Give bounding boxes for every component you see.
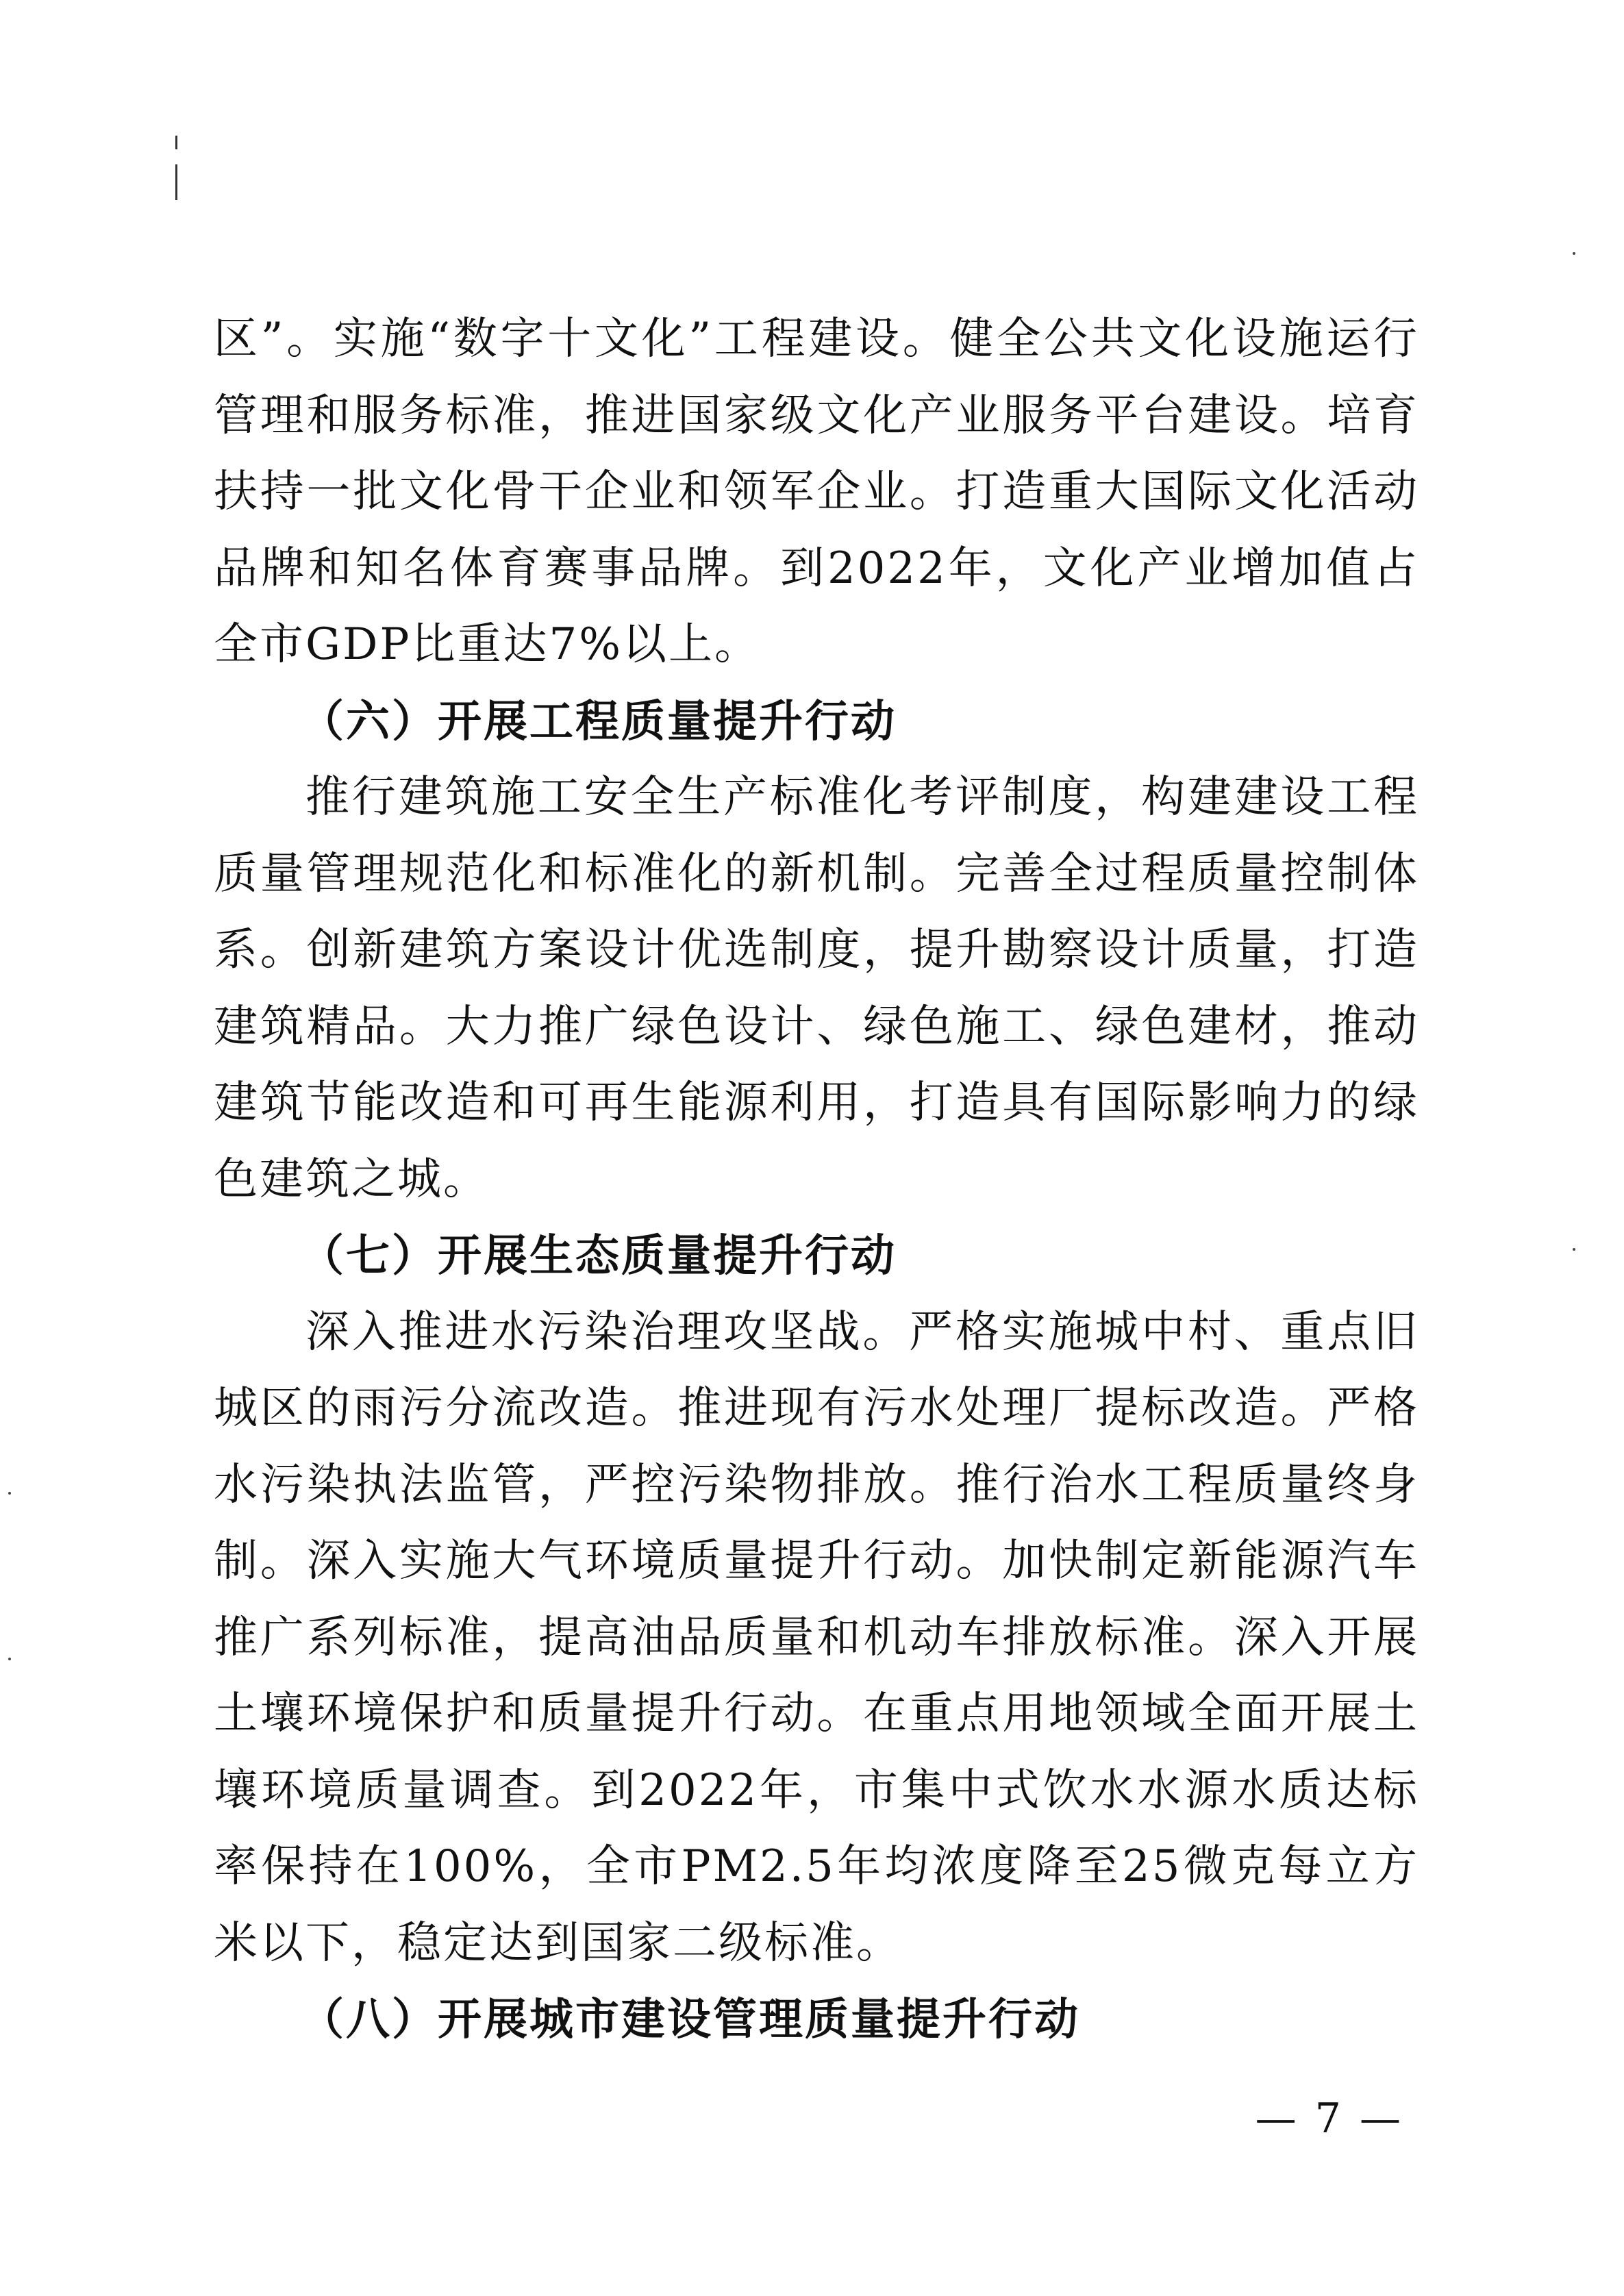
body-text [214,301,1419,2058]
scan-speck [8,1658,11,1660]
paragraph-ecology-quality: 深入推进水污染治理攻坚战。严格实施城中村、重点旧城区的雨污分流改造。推进现有污水处理厂提标改造。严格水污染执法监管，严控污染物排放。推行治水工程质量终身制。深入实施大气环境质量提升行动。加快制定新能源汽车推广系列标准，提高油品质量和机动车排放标准。深入开展土壤环境保护和质量提升行动。在重点用地领域全面开展土壤环境质量调查。到2022年，市集中式饮水水源水质达标率保持在100%，全市PM2.5年均浓度降至25微克每立方米以下，稳定达到国家二级标准。 [214,1306,1419,1969]
paragraph-engineering-quality: 推行建筑施工安全生产标准化考评制度，构建建设工程质量管理规范化和标准化的新机制。完善全过程质量控制体系。创新建筑方案设计优选制度，提升勘察设计质量，打造建筑精品。大力推广绿色设计、绿色施工、绿色建材，推动建筑节能改造和可再生能源利用，打造具有国际影响力的绿色建筑之城。 [214,772,1419,1205]
scan-speck [1573,252,1575,255]
section-heading-6: （六）开展工程质量提升行动 [300,695,897,747]
margin-mark [175,164,177,200]
section-heading-8: （八）开展城市建设管理质量提升行动 [300,1994,1080,2045]
paragraph-culture: 区”。实施“数字十文化”工程建设。健全公共文化设施运行管理和服务标准，推进国家级文化产业服务平台建设。培育扶持一批文化骨干企业和领军企业。打造重大国际文化活动品牌和知名体育赛事品牌。到2022年，文化产业增加值占全市GDP比重达7%以上。 [214,314,1419,670]
scan-speck [1573,1248,1575,1251]
margin-mark [175,136,177,149]
scan-speck [8,1492,11,1495]
page-number: — 7 — [1255,2095,1403,2143]
section-heading-7: （七）开展生态质量提升行动 [300,1230,897,1282]
